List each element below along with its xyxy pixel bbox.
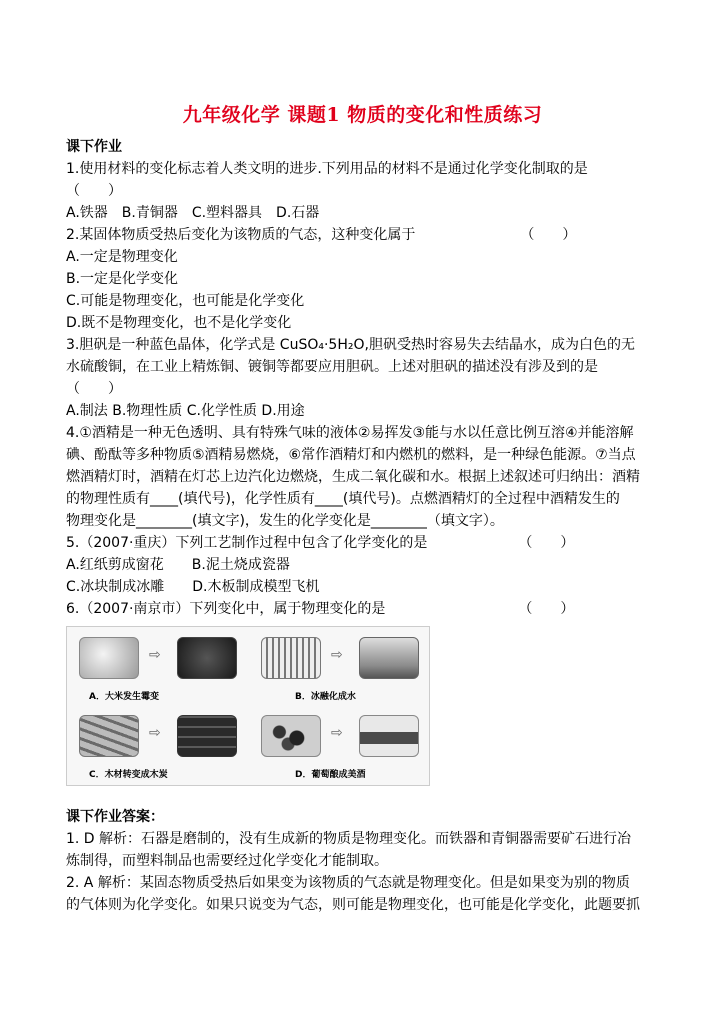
charcoal-image [177, 715, 237, 757]
ice-image [261, 637, 321, 679]
figure-caption-b: B．冰融化成水 [295, 692, 356, 702]
q4-line-3: 燃酒精灯时，酒精在灯芯上边汽化边燃烧，生成二氧化碳和水。根据上述叙述可归纳出：酒精 [66, 469, 640, 485]
figure-caption-d: D．葡萄酿成美酒 [295, 770, 366, 780]
moldy-rice-image [177, 637, 237, 679]
rice-image [79, 637, 139, 679]
figure-caption-a: A．大米发生霉变 [89, 692, 159, 702]
figure-panel-c [73, 711, 243, 783]
figure-caption-c: C．木材转变成木炭 [89, 770, 168, 780]
arrow-icon: ⇨ [149, 725, 161, 741]
q2-option-c: C.可能是物理变化，也可能是化学变化 [66, 293, 305, 309]
q1-stem: 1.使用材料的变化标志着人类文明的进步.下列用品的材料不是通过化学变化制取的是 [66, 161, 588, 177]
q3-options: A.制法 B.物理性质 C.化学性质 D.用途 [66, 403, 305, 419]
q3-blank: （ ） [66, 381, 122, 397]
q2-stem: 2.某固体物质受热后变化为该物质的气态，这种变化属于 （ ） [66, 227, 577, 243]
document-body [66, 136, 662, 916]
q6-figure [66, 626, 430, 786]
page-title: 九年级化学 课题1 物质的变化和性质练习 [182, 104, 543, 126]
q4-line-4: 的物理性质有____(填代号)，化学性质有____(填代号)。点燃酒精灯的全过程中酒精发生的 [66, 491, 620, 507]
answer-1-line-1: 1. D 解析：石器是磨制的，没有生成新的物质是物理变化。而铁器和青铜器需要矿石进行冶 [66, 831, 632, 847]
wine-glass-image [359, 715, 419, 757]
q5-options-cd: C.冰块制成冰雕 D.木板制成模型飞机 [66, 579, 320, 595]
q4-line-1: 4.①酒精是一种无色透明、具有特殊气味的液体②易挥发③能与水以任意比例互溶④并能溶解 [66, 425, 634, 441]
answers-heading: 课下作业答案： [66, 809, 164, 825]
arrow-icon: ⇨ [149, 647, 161, 663]
figure-panel-b [255, 633, 425, 705]
section-heading: 课下作业 [66, 139, 122, 155]
q1-blank: （ ） [66, 183, 122, 199]
q4-line-5: 物理变化是________(填文字)，发生的化学变化是________（填文字）。 [66, 513, 504, 529]
q3-line-1: 3.胆矾是一种蓝色晶体，化学式是 CuSO₄·5H₂O,胆矾受热时容易失去结晶水，成为白色的无 [66, 337, 635, 353]
q2-option-b: B.一定是化学变化 [66, 271, 179, 287]
q5-options-ab: A.红纸剪成窗花 B.泥土烧成瓷器 [66, 557, 290, 573]
figure-panel-a [73, 633, 243, 705]
answer-2-line-1: 2. A 解析：某固态物质受热后如果变为该物质的气态就是物理变化。但是如果变为别的物质 [66, 875, 630, 891]
q5-stem: 5.（2007·重庆）下列工艺制作过程中包含了化学变化的是 （ ） [66, 535, 575, 551]
arrow-icon: ⇨ [331, 647, 343, 663]
water-image [359, 637, 419, 679]
figure-panel-d [255, 711, 425, 783]
q2-option-a: A.一定是物理变化 [66, 249, 178, 265]
q3-line-2: 水硫酸铜，在工业上精炼铜、镀铜等都要应用胆矾。上述对胆矾的描述没有涉及到的是 [66, 359, 598, 375]
q2-option-d: D.既不是物理变化，也不是化学变化 [66, 315, 292, 331]
q6-stem: 6.（2007·南京市）下列变化中，属于物理变化的是 （ ） [66, 601, 575, 617]
answer-2-line-2: 的气体则为化学变化。如果只说变为气态，则可能是物理变化，也可能是化学变化，此题要抓 [66, 897, 640, 913]
wood-image [79, 715, 139, 757]
answer-1-line-2: 炼制得，而塑料制品也需要经过化学变化才能制取。 [66, 853, 388, 869]
grapes-image [261, 715, 321, 757]
q4-line-2: 碘、酚酞等多种物质⑤酒精易燃烧，⑥常作酒精灯和内燃机的燃料，是一种绿色能源。⑦当点 [66, 447, 636, 463]
q1-options: A.铁器 B.青铜器 C.塑料器具 D.石器 [66, 205, 320, 221]
arrow-icon: ⇨ [331, 725, 343, 741]
